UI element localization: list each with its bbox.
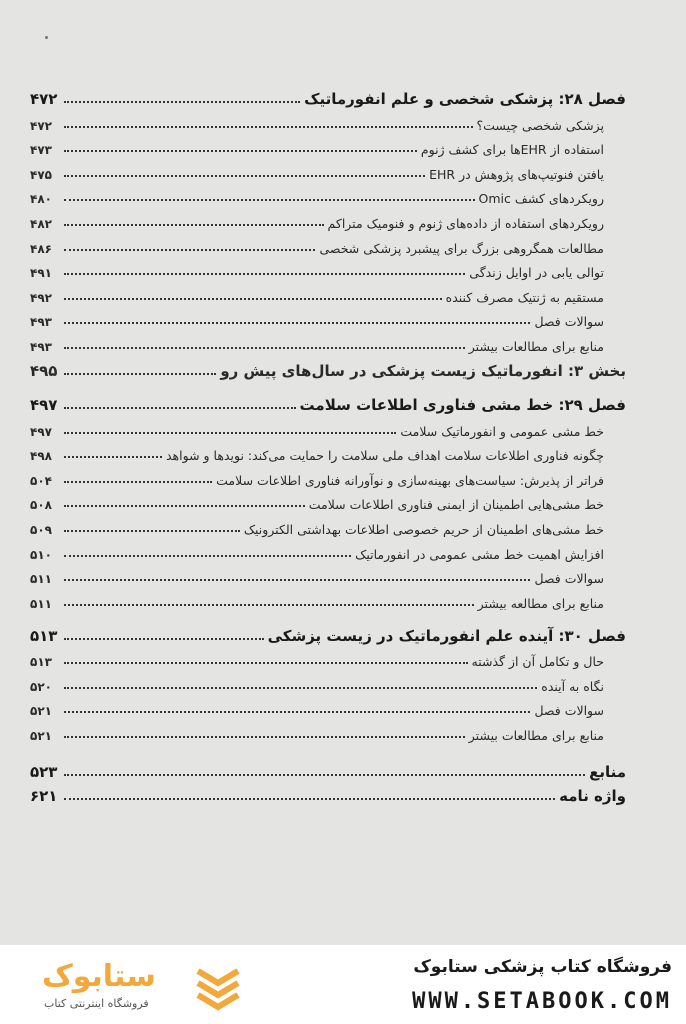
toc-entry-title: نگاه به آینده — [541, 678, 604, 694]
dot-leader — [64, 101, 300, 103]
dot-leader — [64, 373, 216, 375]
dot-leader — [64, 798, 555, 800]
toc-entry-row[interactable] — [30, 231, 626, 256]
toc-part-row[interactable] — [30, 356, 626, 380]
toc-page-number: ۴۹۲ — [30, 290, 52, 305]
toc-entry-title: منابع برای مطالعات بیشتر — [468, 338, 604, 354]
dot-leader — [64, 604, 474, 606]
toc-page-number: ۴۸۰ — [30, 192, 52, 207]
store-name: فروشگاه کتاب پزشکی ستابوک — [413, 957, 672, 977]
toc-page-number: ۵۲۳ — [30, 763, 58, 782]
toc-spacer — [30, 611, 626, 621]
toc-page-number: ۵۱۰ — [30, 547, 52, 562]
toc-entry-row[interactable] — [30, 694, 626, 719]
dot-leader — [64, 579, 530, 581]
toc-entry-row[interactable] — [30, 280, 626, 305]
dot-leader — [64, 736, 465, 738]
toc-entry-row[interactable] — [30, 157, 626, 182]
dot-leader — [64, 298, 442, 300]
toc-entry-title: چگونه فناوری اطلاعات سلامت اهداف ملی سلامت را حمایت می‌کند: نویدها و شواهد — [166, 448, 604, 464]
store-footer — [0, 945, 686, 1024]
toc-page-number: ۴۹۷ — [30, 395, 58, 414]
toc-entry-row[interactable] — [30, 329, 626, 354]
toc-entry-row[interactable] — [30, 133, 626, 158]
store-url[interactable]: WWW.SETABOOK.COM — [412, 989, 672, 1014]
toc-entry-title: رویکردهای استفاده از داده‌های ژنوم و فنومیک متراکم — [327, 215, 604, 231]
toc-page-number: ۴۸۶ — [30, 241, 52, 256]
toc-page-number: ۴۷۲ — [30, 118, 52, 133]
toc-entry-row[interactable] — [30, 182, 626, 207]
chevron-stack-icon — [192, 963, 244, 1011]
toc-entry-row[interactable] — [30, 305, 626, 330]
dot-leader — [64, 555, 351, 557]
toc-page-number: ۴۷۳ — [30, 143, 52, 158]
table-of-contents — [30, 84, 626, 805]
toc-entry-row[interactable] — [30, 414, 626, 439]
toc-entry-title: منابع — [589, 763, 626, 782]
toc-page-number: ۴۹۳ — [30, 315, 52, 330]
toc-entry-row[interactable] — [30, 108, 626, 133]
logo-tagline: فروشگاه اینترنتی کتاب — [44, 997, 149, 1010]
toc-entry-title: منابع برای مطالعه بیشتر — [477, 595, 604, 611]
toc-chapter-row[interactable] — [30, 84, 626, 108]
dot-leader — [64, 662, 468, 664]
toc-entry-row[interactable] — [30, 537, 626, 562]
dot-leader — [64, 273, 465, 275]
toc-entry-row[interactable] — [30, 562, 626, 587]
toc-page-number: ۴۹۳ — [30, 339, 52, 354]
toc-page-number: ۵۲۱ — [30, 729, 52, 744]
toc-entry-row[interactable] — [30, 488, 626, 513]
toc-entry-title: سوالات فصل — [534, 314, 604, 330]
toc-entry-title: خط مشی‌های اطمینان از حریم خصوصی اطلاعات بهداشتی الکترونیک — [243, 521, 604, 537]
toc-entry-title: فصل ۲۸: پزشکی شخصی و علم انفورماتیک — [304, 90, 626, 108]
toc-page-number: ۴۸۲ — [30, 216, 52, 231]
toc-page-number: ۵۰۴ — [30, 473, 52, 488]
dot-leader — [64, 456, 162, 458]
toc-page-number: ۵۲۰ — [30, 679, 52, 694]
toc-chapter-row[interactable] — [30, 390, 626, 414]
toc-page-number: ۴۷۵ — [30, 167, 52, 182]
toc-entry-title: خط مشی‌هایی اطمینان از ایمنی فناوری اطلاعات سلامت — [308, 497, 604, 513]
toc-entry-title: مطالعات همگروهی بزرگ برای پیشبرد پزشکی شخصی — [319, 240, 604, 256]
dot-leader — [64, 199, 475, 201]
toc-entry-row[interactable] — [30, 718, 626, 743]
toc-entry-title: خط مشی عمومی و انفورماتیک سلامت — [400, 423, 604, 439]
dot-leader — [64, 432, 396, 434]
toc-entry-row[interactable] — [30, 463, 626, 488]
toc-page-number: ۵۰۸ — [30, 498, 52, 513]
dot-leader — [64, 505, 305, 507]
toc-page-number: ۴۹۷ — [30, 424, 52, 439]
toc-page-number: ۵۲۱ — [30, 704, 52, 719]
toc-entry-title: رویکردهای کشف Omic — [478, 191, 604, 207]
toc-entry-title: بخش ۳: انفورماتیک زیست پزشکی در سال‌های پیش رو — [220, 361, 626, 380]
dot-leader — [64, 224, 324, 226]
toc-entry-title: حال و تکامل آن از گذشته — [471, 654, 604, 670]
toc-entry-row[interactable] — [30, 512, 626, 537]
toc-entry-title: فصل ۲۹: خط مشی فناوری اطلاعات سلامت — [299, 395, 626, 414]
toc-entry-row[interactable] — [30, 206, 626, 231]
dot-leader — [64, 126, 473, 128]
toc-entry-row[interactable] — [30, 645, 626, 670]
toc-page-number: ۶۲۱ — [30, 787, 58, 806]
toc-page-number: ۴۹۵ — [30, 361, 58, 380]
dot-leader — [64, 638, 264, 640]
toc-page-number: ۵۱۳ — [30, 655, 52, 670]
dot-leader — [64, 687, 537, 689]
toc-page-number: ۴۹۸ — [30, 449, 52, 464]
dot-leader — [64, 150, 417, 152]
toc-entry-title: پزشکی شخصی چیست؟ — [476, 117, 604, 133]
dot-leader — [64, 481, 212, 483]
toc-entry-title: فراتر از پذیرش: سیاست‌های بهینه‌سازی و نوآورانه فناوری اطلاعات سلامت — [216, 472, 604, 488]
toc-entry-row[interactable] — [30, 439, 626, 464]
toc-entry-title: مستقیم به ژنتیک مصرف کننده — [445, 289, 604, 305]
store-logo[interactable] — [14, 959, 264, 1015]
dot-leader — [64, 249, 315, 251]
dot-leader — [64, 711, 530, 713]
toc-entry-title: افزایش اهمیت خط مشی عمومی در انفورماتیک — [355, 546, 604, 562]
dot-leader — [64, 322, 530, 324]
toc-entry-title: سوالات فصل — [534, 571, 604, 587]
toc-page-number: ۵۱۱ — [30, 572, 52, 587]
toc-entry-title: واژه نامه — [559, 787, 626, 806]
toc-entry-row[interactable] — [30, 586, 626, 611]
toc-entry-title: فصل ۳۰: آینده علم انفورماتیک در زیست پزشکی — [267, 626, 626, 645]
toc-page-number: ۵۰۹ — [30, 522, 52, 537]
toc-spacer — [30, 743, 626, 757]
toc-spacer — [30, 380, 626, 390]
toc-entry-title: سوالات فصل — [534, 703, 604, 719]
toc-page-number: ۵۱۱ — [30, 596, 52, 611]
toc-chapter-row[interactable] — [30, 781, 626, 805]
dot-leader — [64, 407, 296, 409]
toc-page-number: ۴۷۲ — [30, 90, 58, 108]
dot-leader — [64, 530, 240, 532]
page-speck — [45, 36, 48, 39]
logo-wordmark: ستابوک — [42, 959, 156, 994]
toc-chapter-row[interactable] — [30, 757, 626, 781]
toc-entry-title: توالی یابی در اوایل زندگی — [469, 265, 604, 281]
dot-leader — [64, 175, 425, 177]
toc-page-number: ۵۱۳ — [30, 626, 58, 645]
toc-page-number: ۴۹۱ — [30, 266, 52, 281]
dot-leader — [64, 774, 585, 776]
dot-leader — [64, 347, 465, 349]
toc-entry-row[interactable] — [30, 256, 626, 281]
toc-chapter-row[interactable] — [30, 621, 626, 645]
toc-entry-title: یافتن فنوتیپ‌های پژوهش در EHR — [429, 166, 604, 182]
toc-entry-row[interactable] — [30, 669, 626, 694]
toc-entry-title: منابع برای مطالعات بیشتر — [468, 728, 604, 744]
toc-entry-title: استفاده از EHRها برای کشف ژنوم — [420, 142, 604, 158]
